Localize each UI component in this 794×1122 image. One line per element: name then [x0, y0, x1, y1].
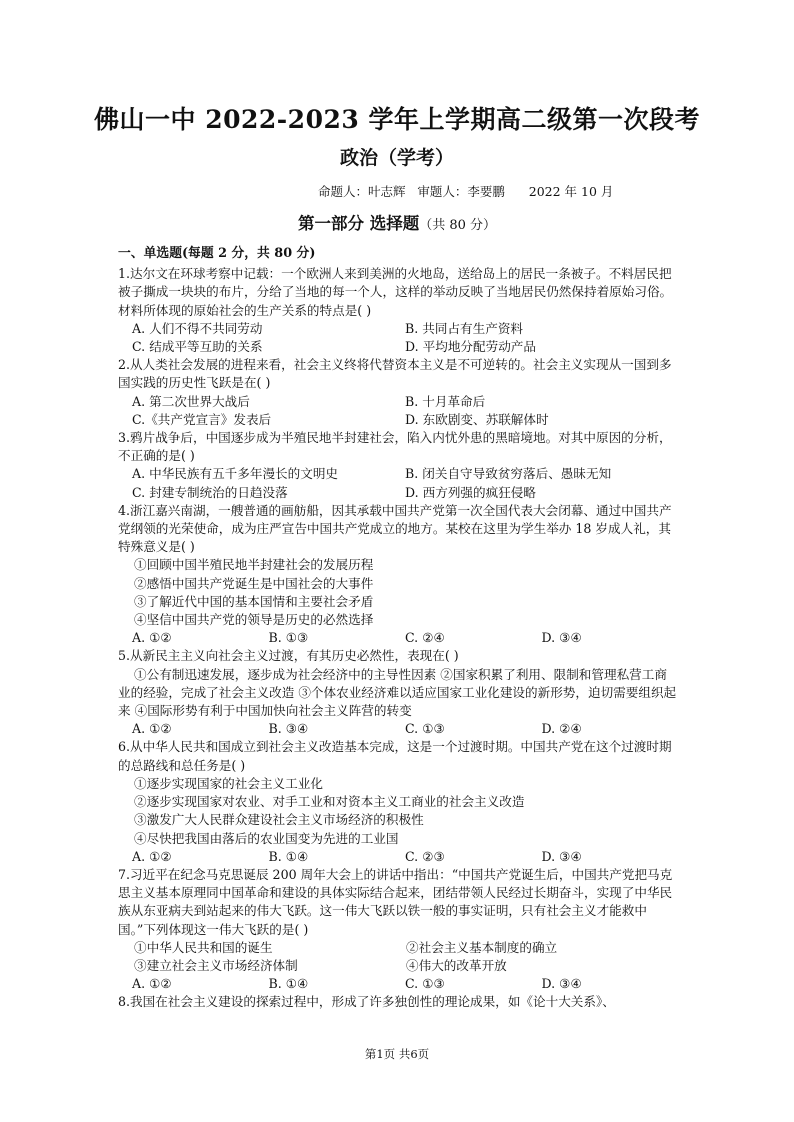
exam-title: 佛山一中 2022-2023 学年上学期高二级第一次段考 — [94, 105, 700, 134]
statement-2: ②逐步实现国家对农业、对手工业和对资本主义工商业的社会主义改造 — [134, 794, 525, 810]
question-stem: 7.习近平在纪念马克思诞辰 200 周年大会上的讲话中指出：“中国共产党诞生后，中国共产党把马克思主义基本原理同中国革命和建设的具体实际结合起来，团结带领人民经过长期奋斗，实现了中华民族从东亚病夫到站起来的伟大飞跃。这一伟大飞跃以铁一般的事实证明，只有社会主义才能救中国。”下列体现这一伟大飞跃的是( ) — [118, 866, 673, 937]
options-row — [118, 720, 678, 738]
question-stem: 8.我国在社会主义建设的探索过程中，形成了许多独创性的理论成果，如《论十大关系》、 — [118, 994, 615, 1010]
option-a: A. ①② — [132, 976, 172, 992]
statement-3: ③建立社会主义市场经济体制 — [134, 957, 298, 973]
options-row — [118, 484, 678, 502]
options-row — [118, 848, 678, 866]
statement-2: ②社会主义基本制度的确立 — [406, 939, 558, 955]
option-b: B. 十月革命后 — [405, 393, 486, 409]
question-stem: 4.浙江嘉兴南湖，一艘普通的画舫船，因其承载中国共产党第一次全国代表大会闭幕、通过中国共产党纲领的光荣使命，成为庄严宣告中国共产党成立的地方。某校在这里为学生举办 18 岁成人礼，其特殊意义是( ) — [118, 502, 672, 555]
statement-1: ①中华人民共和国的诞生 — [134, 939, 273, 955]
statements-row — [118, 957, 678, 975]
question-stem: 6.从中华人民共和国成立到社会主义改造基本完成，这是一个过渡时期。中国共产党在这个过渡时期的总路线和总任务是( ) — [118, 739, 672, 773]
exam-subtitle: 政治（学考） — [339, 147, 454, 169]
part-heading — [0, 210, 794, 234]
option-c: C. ②④ — [405, 630, 445, 646]
option-d: D. ③④ — [541, 976, 582, 992]
option-d: D. 平均地分配劳动产品 — [405, 339, 536, 355]
statement-4: ④坚信中国共产党的领导是历史的必然选择 — [134, 612, 374, 628]
question-stem: 5.从新民主主义向社会主义过渡，有其历史必然性，表现在( ) — [118, 648, 459, 664]
statement-1: ①回顾中国半殖民地半封建社会的发展历程 — [134, 557, 374, 573]
exam-meta: 命题人：叶志辉 审题人：李要鹏 2022 年 10 月 — [318, 184, 614, 199]
option-d: D. 西方列强的疯狂侵略 — [405, 484, 536, 500]
option-c: C. 封建专制统治的日趋没落 — [132, 484, 288, 500]
option-c: C.《共产党宣言》发表后 — [132, 411, 272, 427]
statements-row — [118, 939, 678, 957]
statement-3: ③激发广大人民群众建设社会主义市场经济的积极性 — [134, 812, 424, 828]
option-c: C. ②③ — [405, 848, 445, 864]
question-list — [118, 245, 678, 1012]
statement-3: ③了解近代中国的基本国情和主要社会矛盾 — [134, 593, 374, 609]
question-4 — [118, 502, 678, 648]
option-b: B. ③④ — [268, 721, 309, 737]
option-d: D. 东欧剧变、苏联解体时 — [405, 411, 549, 427]
option-b: B. 共同占有生产资料 — [405, 320, 524, 336]
part-note: （共 80 分） — [419, 218, 497, 233]
option-b: B. 闭关自守导致贫穷落后、愚昧无知 — [405, 466, 612, 482]
question-7 — [118, 866, 678, 993]
options-row — [118, 465, 678, 483]
option-c: C. ①③ — [405, 721, 445, 737]
option-a: A. 人们不得不共同劳动 — [132, 320, 263, 336]
question-1 — [118, 265, 678, 356]
option-a: A. 中华民族有五千多年漫长的文明史 — [132, 466, 339, 482]
question-stem: 1.达尔文在环球考察中记载：一个欧洲人来到美洲的火地岛，送给岛上的居民一条被子。不料居民把被子撕成一块块的布片，分给了当地的每一个人，这样的举动反映了当地居民仍然保持着原始习俗。材料所体现的原始社会的生产关系的特点是( ) — [118, 266, 673, 318]
options-row — [118, 975, 678, 993]
option-b: B. ①④ — [268, 976, 309, 992]
options-row — [118, 338, 678, 356]
statement-1: ①逐步实现国家的社会主义工业化 — [134, 775, 323, 791]
option-a: A. ①② — [132, 721, 172, 737]
page-footer: 第1页 共6页 — [364, 1047, 430, 1061]
statement-2: ②感悟中国共产党诞生是中国社会的大事件 — [134, 575, 374, 591]
question-5 — [118, 647, 678, 738]
options-row — [118, 411, 678, 429]
question-8 — [118, 993, 678, 1011]
statements-paragraph: ①公有制迅速发展，逐步成为社会经济中的主导性因素 ②国家积累了利用、限制和管理私营工商业的经验，完成了社会主义改造 ③个体农业经济难以适应国家工业化建设的新形势，迫切需要组织起来 ④国际形势有利于中国加快向社会主义阵营的转变 — [118, 666, 677, 719]
part-title: 第一部分 选择题 — [297, 214, 420, 233]
option-a: A. 第二次世界大战后 — [132, 393, 250, 409]
statement-4: ④尽快把我国由落后的农业国变为先进的工业国 — [134, 830, 399, 846]
question-stem: 3.鸦片战争后，中国逐步成为半殖民地半封建社会，陷入内忧外患的黑暗境地。对其中原因的分析，不正确的是( ) — [118, 430, 672, 464]
options-row — [118, 393, 678, 411]
option-a: A. ①② — [132, 848, 172, 864]
options-row — [118, 320, 678, 338]
question-6 — [118, 738, 678, 865]
option-d: D. ③④ — [541, 630, 582, 646]
option-b: B. ①④ — [268, 848, 309, 864]
option-d: D. ③④ — [541, 848, 582, 864]
option-a: A. ①② — [132, 630, 172, 646]
question-2 — [118, 356, 678, 429]
options-row — [118, 629, 678, 647]
option-c: C. 结成平等互助的关系 — [132, 339, 263, 355]
section-heading: 一、单选题(每题 2 分，共 80 分) — [118, 246, 316, 261]
statement-4: ④伟大的改革开放 — [406, 957, 507, 973]
option-c: C. ①③ — [405, 976, 445, 992]
option-d: D. ②④ — [541, 721, 582, 737]
option-b: B. ①③ — [268, 630, 309, 646]
question-3 — [118, 429, 678, 502]
question-stem: 2.从人类社会发展的进程来看，社会主义终将代替资本主义是不可逆转的。社会主义实现从一国到多国实践的历史性飞跃是在( ) — [118, 357, 672, 391]
